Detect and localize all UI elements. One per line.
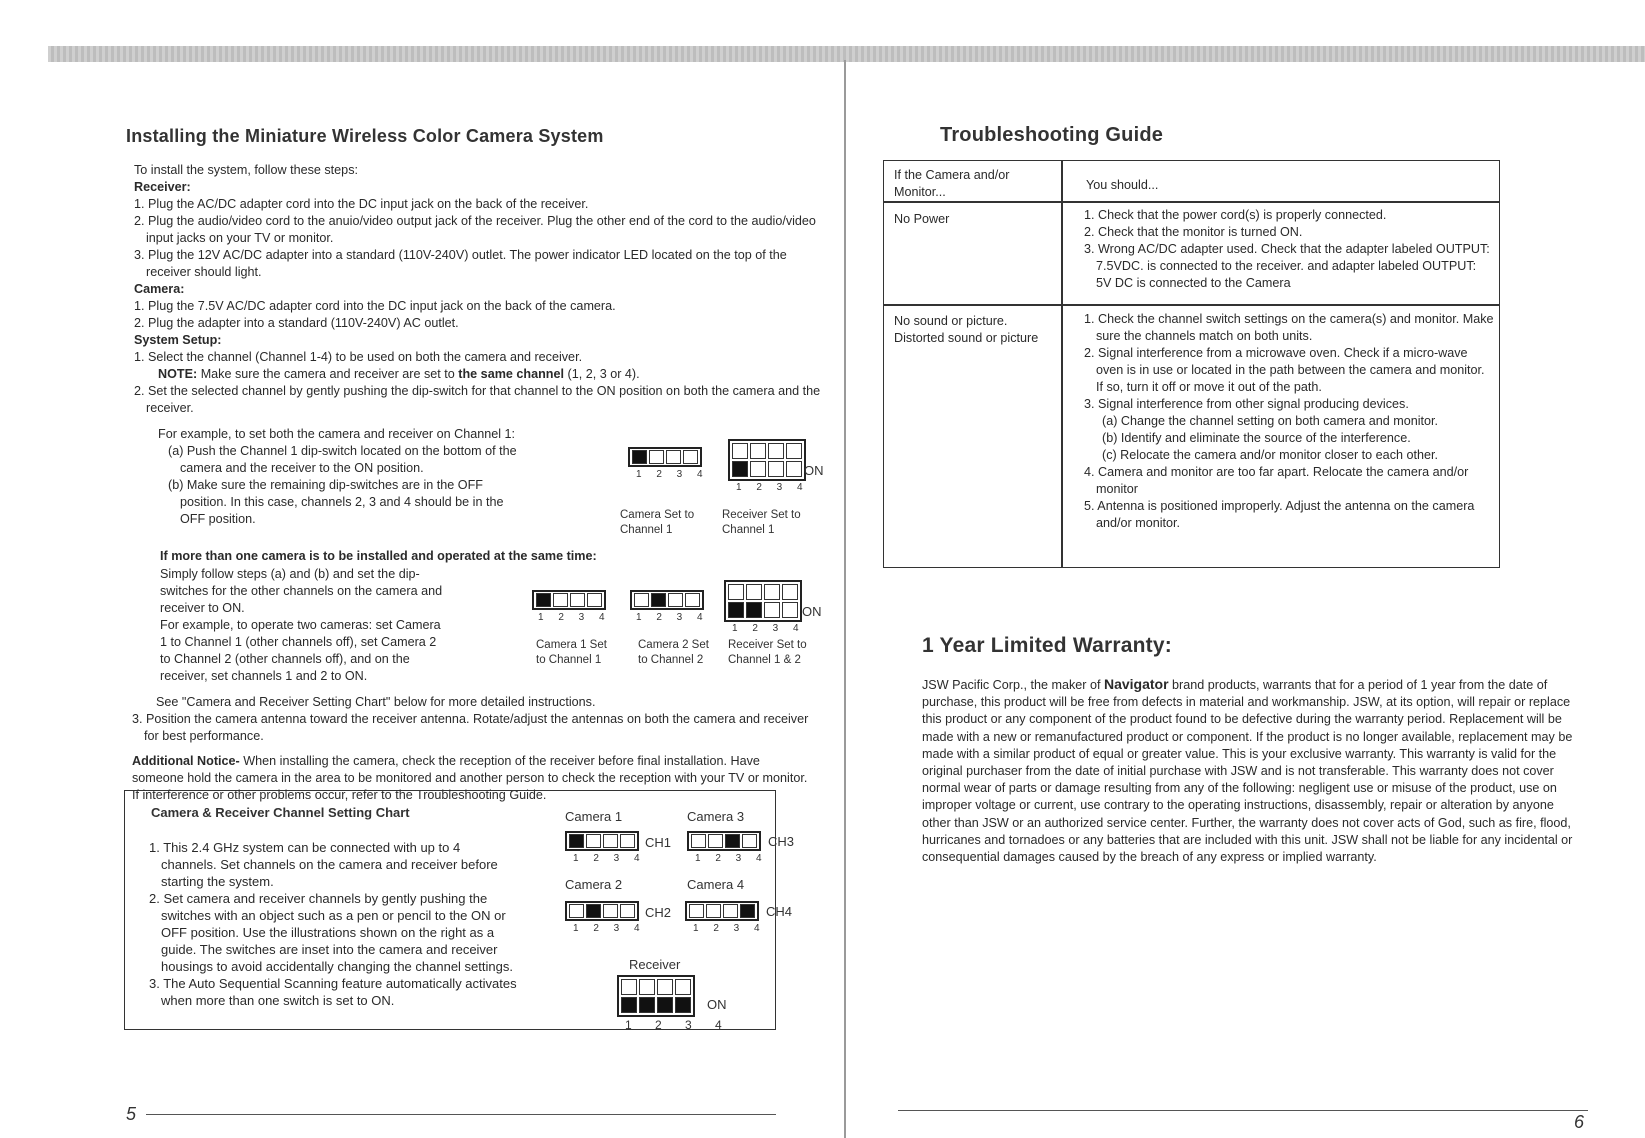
chart-ch2-label: CH2: [645, 905, 672, 920]
fig2-receiver-dip: [724, 580, 822, 634]
chart-camera3-dip: [687, 831, 768, 864]
note-label: NOTE:: [158, 367, 198, 381]
chart-camera4-dip: [685, 901, 766, 934]
fig1-receiver-dip: [728, 439, 824, 493]
example-1: For example, to set both the camera and receiver on Channel 1:: [158, 427, 516, 441]
dip-numbers: 1 2 3 4: [636, 612, 709, 623]
on-label: ON: [804, 463, 824, 478]
notice-label: Additional Notice-: [132, 754, 240, 768]
chart-item: 2. Set camera and receiver channels by gently pushing the switches with an object such as a pen or pencil to the ON or OFF position. Use the illustrations shown on the right as a guide. The switches are inset into the camera and receiver housings to avoid accidentally changing the channel settings.: [149, 891, 513, 974]
chart-camera1-dip: [565, 831, 646, 864]
chart-receiver-label: Receiver: [629, 957, 681, 972]
solutions-no-sound: [1084, 311, 1494, 532]
col2-header: You should...: [1086, 178, 1159, 192]
troubleshooting-title: Troubleshooting Guide: [940, 124, 1164, 146]
solution-item: 4. Camera and monitor are too far apart. Relocate the camera and/or monitor: [1084, 465, 1469, 496]
receiver-step: 1. Plug the AC/DC adapter cord into the DC input jack on the back of the receiver.: [134, 197, 589, 211]
dip-numbers: 1 2 3 4: [693, 923, 766, 934]
dip-numbers: 1 2 3 4: [732, 623, 805, 634]
warranty-pre: JSW Pacific Corp., the maker of: [922, 678, 1101, 692]
on-label: ON: [802, 604, 822, 619]
notice-body: When installing the camera, check the reception of the receiver before final installation. Have someone hold the camera in the area to be monitored and another person to check the reception with your TV or monitor. If interference or other problems occur, refer to the Troubleshooting Guide.: [132, 754, 808, 802]
chart-ch1-label: CH1: [645, 835, 672, 850]
fig2-camera2-caption: Camera 2 Set to Channel 2: [638, 639, 709, 666]
camera-step: 1. Plug the 7.5V AC/DC adapter cord into the DC input jack on the back of the camera.: [134, 299, 616, 313]
receiver-dip-switch: [617, 975, 695, 1017]
receiver-dip-switch: [728, 439, 806, 481]
closing-block: [132, 694, 812, 804]
install-title: Installing the Miniature Wireless Color Camera System: [126, 126, 604, 146]
page-number-right: 6: [1574, 1112, 1585, 1132]
chart-camera1-label: Camera 1: [565, 809, 623, 824]
dip-switch: [630, 590, 704, 610]
see-chart-text: See "Camera and Receiver Setting Chart" below for more detailed instructions.: [156, 695, 596, 709]
receiver-step: 3. Plug the 12V AC/DC adapter into a standard (110V-240V) outlet. The power indicator LED located on the top of the receiver should light.: [134, 248, 787, 279]
setup-step: 3. Position the camera antenna toward the receiver antenna. Rotate/adjust the antennas on both the camera and receiver for best performance.: [132, 712, 809, 743]
note-line: [134, 366, 824, 383]
dip-numbers: 1 2 3 4: [625, 1018, 732, 1032]
install-body: [134, 162, 824, 417]
chart-on-label: ON: [707, 997, 727, 1012]
fig1-receiver-caption: Receiver Set to Channel 1: [722, 509, 801, 536]
multi-heading: If more than one camera is to be installed and operated at the same time:: [160, 549, 597, 563]
setup-step: 1. Select the channel (Channel 1-4) to be used on both the camera and receiver.: [134, 350, 583, 364]
intro-text: To install the system, follow these steps:: [134, 163, 358, 177]
camera-step: 2. Plug the adapter into a standard (110V-240V) AC outlet.: [134, 316, 459, 330]
solution-item: (a) Change the channel setting on both camera and monitor.: [1102, 414, 1439, 428]
note-tail: (1, 2, 3 or 4).: [567, 367, 640, 381]
receiver-heading: Receiver:: [134, 180, 191, 194]
example-2: For example, to operate two cameras: set Camera 1 to Channel 1 (other channels off), set Camera 2 to Channel 2 (other channels off), and on the receiver, set channels 1 and 2 to ON.: [160, 618, 441, 683]
solution-item: 3. Wrong AC/DC adapter used. Check that the adapter labeled OUTPUT: 7.5VDC. is connected to the receiver. and adapter labeled OUTPUT: 5V DC is connected to the Camera: [1084, 242, 1490, 290]
fig1-camera-dip: [628, 447, 709, 480]
problem-no-power: No Power: [894, 212, 950, 226]
note-bold: the same channel: [458, 367, 564, 381]
example-block: [158, 426, 588, 528]
dip-numbers: 1 2 3 4: [695, 853, 768, 864]
solution-item: 2. Signal interference from a microwave oven. Check if a micro-wave oven is in use or located in the path between the camera and monitor. If so, turn it off or move it out of the path.: [1084, 346, 1485, 394]
warranty-body: [922, 676, 1584, 866]
footer-rule: [146, 1114, 776, 1115]
solution-item: (c) Relocate the camera and/or monitor closer to each other.: [1102, 448, 1438, 462]
dip-numbers: 1 2 3 4: [736, 482, 809, 493]
receiver-dip-switch: [724, 580, 802, 622]
right-page: [846, 0, 1645, 1138]
chart-camera3-label: Camera 3: [687, 809, 745, 824]
solution-item: 3. Signal interference from other signal producing devices.: [1084, 397, 1409, 411]
chart-item: 1. This 2.4 GHz system can be connected with up to 4 channels. Set channels on the camera and receiver before starting the system.: [149, 840, 498, 889]
chart-title: Camera & Receiver Channel Setting Chart: [151, 805, 410, 820]
footer-rule: [898, 1110, 1588, 1111]
receiver-step: 2. Plug the audio/video cord to the anuio/video output jack of the receiver. Plug the other end of the cord to the audio/video input jacks on your TV or monitor.: [134, 214, 816, 245]
dip-numbers: 1 2 3 4: [538, 612, 611, 623]
chart-item: 3. The Auto Sequential Scanning feature automatically activates when more than one switch is set to ON.: [149, 976, 517, 1008]
col1-header: If the Camera and/or Monitor...: [894, 168, 1010, 199]
dip-switch: [565, 831, 639, 851]
multi-text-block: [160, 566, 450, 685]
chart-camera4-label: Camera 4: [687, 877, 745, 892]
warranty-text: brand products, warrants that for a period of 1 year from the date of purchase, this product will be free from defects in material and workmanship. JSW, at its option, will repair or replace this product or any component of the product found to be defective during the warranty period. Replacement will be made with a new or remanufactured product or component. If the product is no longer available, replacement may be made with a similar product of equal or greater value. This is your exclusive warranty. This warranty is valid for the original purchaser from the date of initial purchase with JSW and is not transferable. This warranty does not cover normal wear of parts or damage resulting from any of the following: negligent use or misuse of the product, use on improper voltage or current, use contrary to the operating instructions, disassembly, repair or alteration by anyone other than JSW or an authorized service center. Further, the warranty does not cover acts of God, such as fire, flood, hurricanes and tornadoes or any batteries that are included with this unit. JSW shall not be liable for any incidental or consequential damages caused by the breach of any express or implied warranty.: [922, 678, 1573, 865]
dip-switch: [687, 831, 761, 851]
chart-instructions: [149, 839, 519, 1009]
solution-item: 5. Antenna is positioned improperly. Adjust the antenna on the camera and/or monitor.: [1084, 499, 1475, 530]
fig2-camera1-dip: [532, 590, 611, 623]
dip-switch: [685, 901, 759, 921]
dip-switch: [565, 901, 639, 921]
multi-text: Simply follow steps (a) and (b) and set the dip-switches for the other channels on the camera and receiver to ON.: [160, 567, 443, 615]
chart-camera2-label: Camera 2: [565, 877, 623, 892]
setup-step: 2. Set the selected channel by gently pushing the dip-switch for that channel to the ON position on both the camera and the receiver.: [134, 384, 821, 415]
multi-block: [160, 548, 700, 565]
solution-item: 2. Check that the monitor is turned ON.: [1084, 225, 1303, 239]
step-a: (a) Push the Channel 1 dip-switch located on the bottom of the camera and the receiver to the ON position.: [168, 444, 517, 475]
camera-heading: Camera:: [134, 282, 185, 296]
fig2-camera2-dip: [630, 590, 709, 623]
solution-item: 1. Check the channel switch settings on the camera(s) and monitor. Make sure the channels match on both units.: [1084, 312, 1494, 343]
note-text: Make sure the camera and receiver are set to: [200, 367, 455, 381]
fig1-camera-caption: Camera Set to Channel 1: [620, 509, 695, 536]
channel-setting-chart: [124, 790, 776, 1030]
dip-switch: [628, 447, 702, 467]
step-b: (b) Make sure the remaining dip-switches are in the OFF position. In this case, channels 2, 3 and 4 should be in the OFF position.: [168, 478, 504, 526]
dip-numbers: 1 2 3 4: [636, 469, 709, 480]
warranty-brand: Navigator: [1103, 676, 1169, 692]
warranty-title: 1 Year Limited Warranty:: [922, 634, 1172, 657]
dip-switch: [532, 590, 606, 610]
solutions-no-power: [1084, 207, 1494, 292]
problem-no-sound: No sound or picture. Distorted sound or picture: [894, 314, 1039, 345]
chart-camera2-dip: [565, 901, 646, 934]
solution-item: (b) Identify and eliminate the source of the interference.: [1102, 431, 1411, 445]
fig2-camera1-caption: Camera 1 Set to Channel 1: [536, 639, 607, 666]
troubleshooting-table: [883, 160, 1500, 568]
solution-item: 1. Check that the power cord(s) is properly connected.: [1084, 208, 1387, 222]
chart-ch3-label: CH3: [768, 834, 795, 849]
page-number-left: 5: [126, 1104, 137, 1124]
dip-numbers: 1 2 3 4: [573, 923, 646, 934]
chart-ch4-label: CH4: [766, 904, 793, 919]
fig2-receiver-caption: Receiver Set to Channel 1 & 2: [728, 639, 807, 666]
dip-numbers: 1 2 3 4: [573, 853, 646, 864]
setup-heading: System Setup:: [134, 333, 222, 347]
